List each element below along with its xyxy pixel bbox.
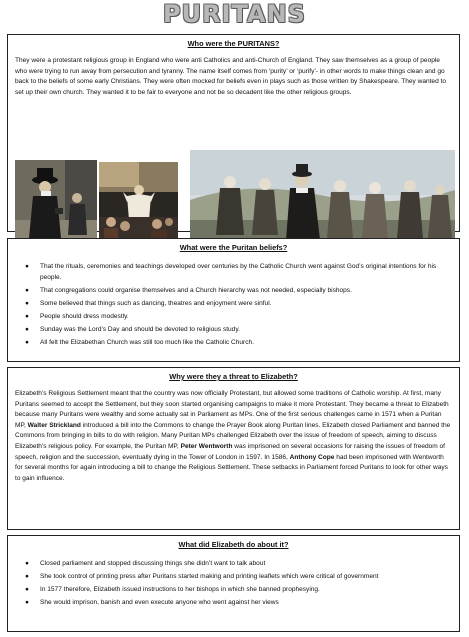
bullet-icon: ●: [25, 325, 29, 333]
section-who: [7, 34, 460, 232]
puritan-walking-illustration: [15, 160, 97, 245]
response-list: [8, 559, 459, 609]
preacher-painting: [99, 162, 178, 244]
mp-name: Anthony Cope: [289, 453, 335, 461]
section-threat: [7, 367, 460, 530]
mp-name: Peter Wentworth: [180, 442, 233, 450]
bullet-icon: ●: [25, 339, 29, 347]
list-item: ● People should dress modestly.: [40, 312, 451, 323]
section-beliefs: [7, 238, 460, 362]
section-heading: Why were they a threat to Elizabeth?: [169, 372, 298, 381]
list-item: ● She would imprison, banish and even execute anyone who went against her views: [40, 598, 451, 609]
section-text: They were a protestant religious group in England who were anti Catholics and anti-Church of England. They saw themselves as a group of people who were trying to run away from persecution and tyranny. The name itself comes from ‘purity’ or ‘purify’- in other words to make things clean and go back to the beliefs of some early Christians. They were often mocked for beliefs even in plays such as those written by Shakespeare. They wanted to set up their own church. They wanted it to be fair to everyone and not be so decadent like the other religious groups.: [15, 57, 446, 96]
section-heading: Who were the PURITANS?: [187, 39, 280, 48]
list-item: ● She took control of printing press after Puritans started making and printing leaflets which were critical of government: [40, 572, 451, 583]
bullet-icon: ●: [25, 560, 29, 567]
list-item: ● Some believed that things such as dancing, theatres and enjoyment were sinful.: [40, 299, 451, 310]
section-heading: What did Elizabeth do about it?: [178, 540, 289, 549]
mp-name: Walter Strickland: [27, 421, 81, 429]
list-item: ● That congregations could organise themselves and a Church hierarchy was not needed, especially bishops.: [40, 286, 451, 297]
bullet-icon: ●: [25, 573, 29, 581]
section-heading: What were the Puritan beliefs?: [179, 243, 288, 252]
list-item: ● Sunday was the Lord’s Day and should be devoted to religious study.: [40, 325, 451, 336]
puritan-gathering-painting: [190, 150, 455, 245]
page-title: PURITANS: [163, 0, 306, 28]
section-text: Elizabeth’s Religious Settlement meant that the country was now officially Protestant, but allowed some traditions of Catholic worship. At first, many Puritans seemed to accept the Settlement, but they soon started organising campaigns to make it more Protestant. They became a threat to Elizabeth because many Puritans were wealthy and some actually sat in Parliament as MPs. One of the first serious challenges came in 1571 when a Puritan MP, Walter Strickland introduced a bill into the Commons to change the Prayer Book along Puritan lines. Elizabeth closed Parliament and banned the Commons from bringing in bills to do with religion. Many Puritan MPs challenged Elizabeth over the issue of freedom of speech, aiming to discuss Elizabeth’s religious policy. For example, the Puritan MP, Peter Wentworth was imprisoned on several occasions for raising the issues of freedom of speech, religion and the succession, eventually dying in the Tower of London in 1597. In 1586, Anthony Cope had been imprisoned with Wentworth for several months for again introducing a bill to change the Religious Settlement. These setbacks in Parliament forced Puritans to look for other ways to gain influence.: [15, 390, 451, 482]
list-item: ● Closed parliament and stopped discussing things she didn’t want to talk about: [40, 559, 451, 570]
image-strip: [8, 160, 461, 245]
bullet-icon: ●: [25, 312, 29, 320]
beliefs-list: [8, 262, 459, 349]
bullet-icon: ●: [25, 263, 29, 270]
bullet-icon: ●: [25, 286, 29, 294]
list-item: ● All felt the Elizabethan Church was still too much like the Catholic Church.: [40, 338, 451, 349]
list-item: ● In 1577 therefore, Elizabeth issued instructions to her bishops in which she banned prophesying.: [40, 585, 451, 596]
bullet-icon: ●: [25, 299, 29, 307]
section-response: [7, 535, 460, 632]
list-item: ● That the rituals, ceremonies and teachings developed over centuries by the Catholic Church went against God’s original intentions for his people.: [25, 263, 437, 281]
bullet-icon: ●: [25, 599, 29, 607]
bullet-icon: ●: [25, 586, 29, 594]
